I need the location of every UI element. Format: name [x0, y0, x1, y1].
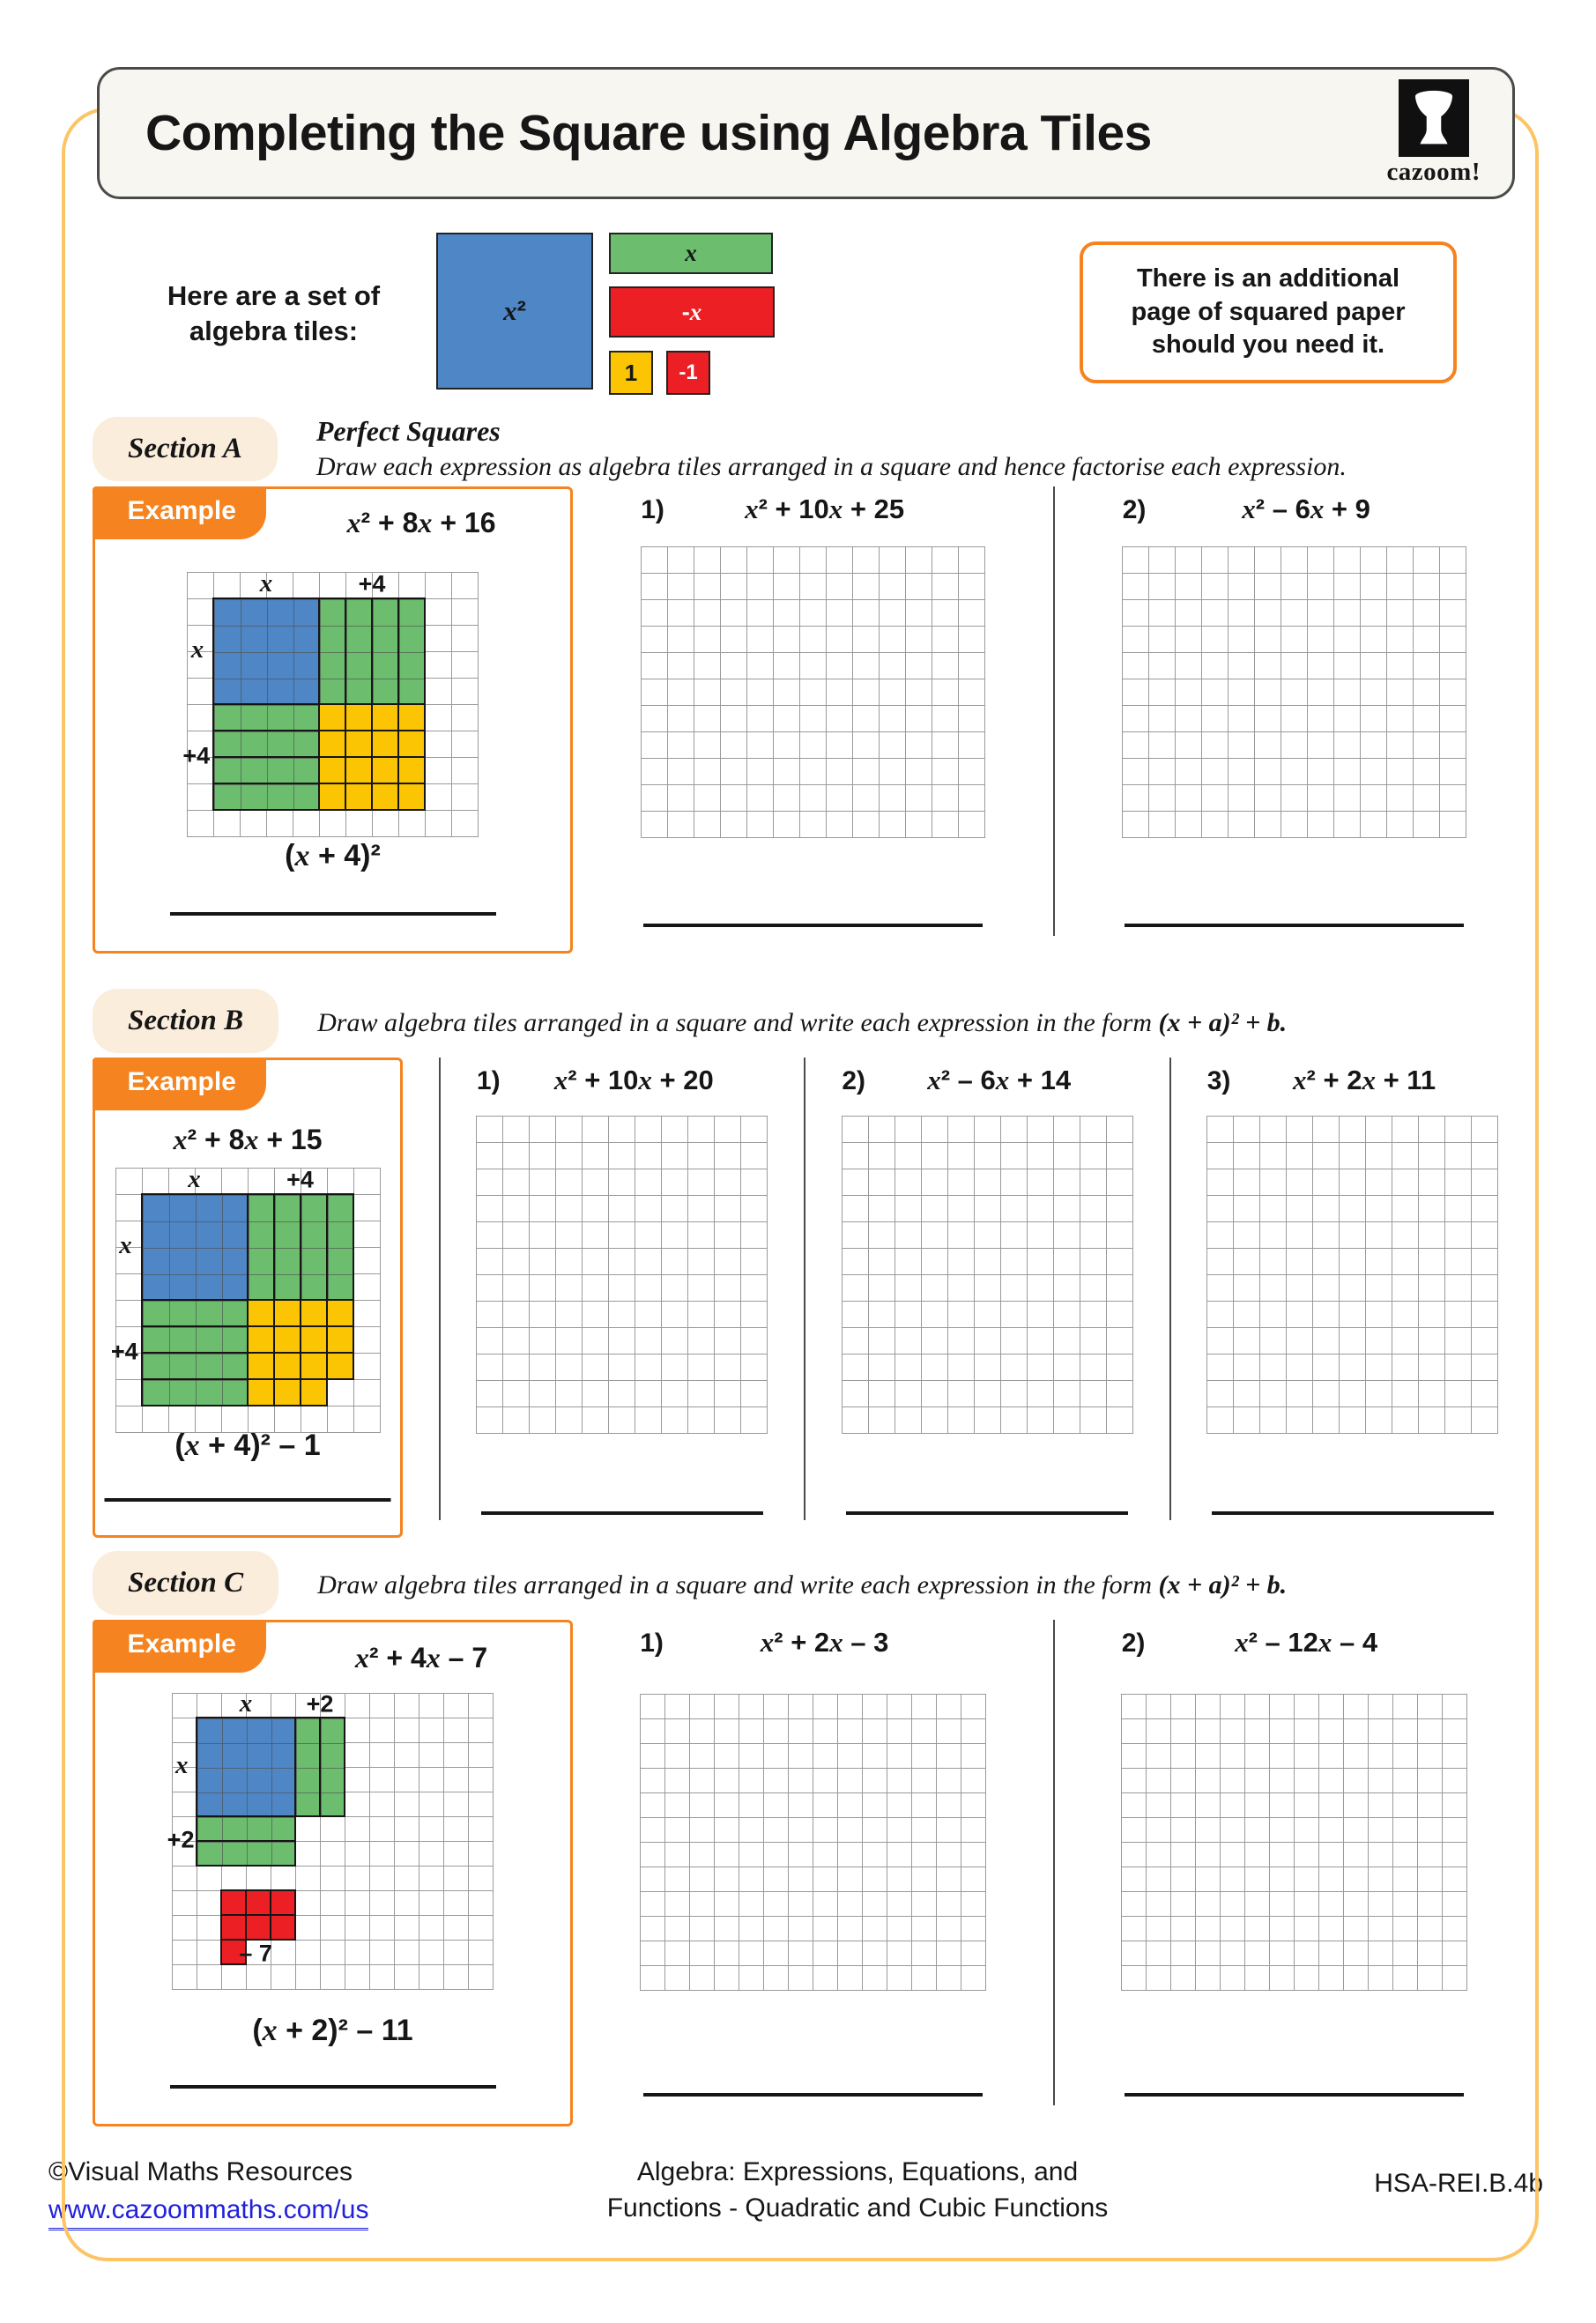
grid-dimension-label: +2 [306, 1690, 334, 1718]
problem-number: 2) [842, 1066, 865, 1095]
section-a-example-box [93, 486, 573, 954]
column-divider [439, 1058, 441, 1520]
yellow-algebra-tile [247, 1352, 275, 1380]
green-algebra-tile [212, 756, 320, 784]
yellow-algebra-tile [345, 783, 373, 811]
answer-line [846, 1511, 1128, 1516]
answer-line [643, 2093, 983, 2097]
squared-paper-note [1080, 241, 1457, 383]
section-b-example-grid-wrap [95, 1165, 400, 1433]
topic-line1: Algebra: Expressions, Equations, and [636, 2157, 1079, 2186]
yellow-algebra-tile [397, 756, 426, 784]
math-x: x [1167, 1008, 1181, 1037]
problem-number: 1) [476, 1066, 501, 1095]
math-x: x [553, 1065, 568, 1095]
section-b-problem-1-grid [476, 1116, 768, 1434]
yellow-algebra-tile [318, 703, 346, 731]
grid-dimension-label: x [239, 1689, 253, 1718]
section-b-problem-2-grid [842, 1116, 1133, 1434]
green-algebra-tile [196, 1840, 296, 1867]
yellow-algebra-tile [345, 756, 373, 784]
yellow-algebra-tile [345, 703, 373, 731]
yellow-algebra-tile [345, 730, 373, 758]
green-algebra-tile [371, 597, 399, 705]
section-c-instruction [317, 1570, 1287, 1600]
section-b-body [93, 1058, 1534, 1538]
section-c-label: Section C [93, 1551, 278, 1615]
problem-expression: x² – 12x – 4 [1235, 1627, 1378, 1658]
yellow-algebra-tile [300, 1299, 328, 1327]
grid-dimension-label: +2 [167, 1826, 195, 1853]
title-box [97, 67, 1515, 199]
yellow-algebra-tile [273, 1352, 301, 1380]
section-b-problem-1-head [477, 1065, 768, 1096]
math-x: x [995, 1065, 1010, 1095]
section-b-problem-1 [476, 1058, 768, 1538]
neg-x-bar-tile [609, 286, 775, 338]
yellow-algebra-tile [318, 783, 346, 811]
yellow-algebra-tile [371, 703, 399, 731]
math-x: x [1293, 1065, 1307, 1095]
one-unit-tile [609, 351, 653, 395]
math-x: x [173, 1124, 188, 1155]
problem-expression: x² + 2x – 3 [760, 1627, 889, 1658]
math-x: x [418, 507, 433, 538]
yellow-algebra-tile [273, 1378, 301, 1406]
yellow-algebra-tile [371, 730, 399, 758]
section-a-example-expression: x² + 8x + 16 [346, 507, 496, 538]
green-algebra-tile [300, 1193, 328, 1301]
section-c-instruction-formula: (x + a)² + b. [1158, 1570, 1288, 1599]
section-a-example-tab: Example [93, 486, 266, 539]
grid-dimension-label: x [188, 1165, 201, 1194]
red-algebra-tile [245, 1889, 271, 1916]
section-a-example-answer: (x + 4)² [285, 839, 381, 872]
green-algebra-tile [345, 597, 373, 705]
yellow-algebra-tile [273, 1325, 301, 1354]
grid-dimension-label: +4 [182, 742, 211, 769]
topic-line2: Functions - Quadratic and Cubic Functions [606, 2193, 1109, 2223]
section-a-example-grid [182, 569, 479, 837]
section-b-instruction-formula: (x + a)² + b. [1158, 1008, 1288, 1037]
problem-expression: x² + 2x + 11 [1293, 1065, 1436, 1095]
yellow-algebra-tile [397, 703, 426, 731]
blue-algebra-tile [196, 1717, 296, 1817]
green-algebra-tile [397, 597, 426, 705]
math-x: x [1318, 1627, 1332, 1658]
section-c-example-expression: x² + 4x – 7 [354, 1642, 488, 1674]
cazoom-link[interactable]: www.cazoommaths.com/us [48, 2193, 368, 2231]
x-bar-tile-label [685, 240, 697, 267]
page-title: Completing the Square using Algebra Tiles [145, 105, 1152, 161]
yellow-algebra-tile [318, 756, 346, 784]
math-x: x [638, 1065, 652, 1095]
copyright-text: ©Visual Maths Resources [48, 2157, 353, 2186]
section-a-label: Section A [93, 417, 278, 481]
math-x: x [745, 494, 759, 524]
problem-number: 3) [1206, 1066, 1231, 1095]
grid-dimension-label: +4 [110, 1338, 138, 1365]
section-c-problem-2-grid [1121, 1694, 1467, 1991]
problem-number: 2) [1121, 1629, 1146, 1658]
section-b-problem-2-head [842, 1065, 1132, 1096]
yellow-algebra-tile [300, 1378, 328, 1406]
grid-dimension-label: x [119, 1231, 132, 1260]
page-footer [48, 2155, 1543, 2230]
green-algebra-tile [247, 1193, 275, 1301]
legend-caption-line1: Here are a set of [167, 280, 381, 311]
problem-number: 1) [640, 1629, 664, 1658]
grid-dimension-label: – 7 [239, 1940, 272, 1967]
column-divider [1169, 1058, 1171, 1520]
section-b-example-grid [110, 1165, 381, 1433]
section-a-problem-2 [1122, 486, 1466, 954]
green-algebra-tile [141, 1352, 249, 1380]
section-c-problem-1-grid [640, 1694, 986, 1991]
section-a-header [93, 415, 1525, 482]
section-b-problem-2-grid-wrap [842, 1116, 1133, 1434]
footer-topic-block [436, 2155, 1279, 2226]
section-c-problem-1-grid-wrap [640, 1694, 986, 1991]
legend-caption-line2: algebra tiles: [189, 315, 359, 347]
section-a-problem-1 [641, 486, 985, 954]
section-b-problem-3 [1206, 1058, 1498, 1538]
green-algebra-tile [294, 1717, 321, 1817]
math-x: x [927, 1065, 941, 1095]
section-c-problem-1-head [640, 1627, 985, 1659]
problem-expression: x² – 6x + 9 [1242, 494, 1370, 524]
green-algebra-tile [318, 597, 346, 705]
note-line2: page of squared paper [1131, 297, 1406, 326]
section-b-problem-3-head [1207, 1065, 1498, 1096]
section-c-problem-2-grid-wrap [1121, 1694, 1467, 1991]
green-algebra-tile [326, 1193, 354, 1301]
section-c-example-grid [167, 1689, 494, 1990]
section-c-problem-2 [1121, 1620, 1467, 2126]
math-x: x [262, 2015, 278, 2047]
section-a [0, 415, 1596, 954]
math-x: x [244, 1124, 259, 1155]
section-b-problem-3-grid-wrap [1206, 1116, 1498, 1434]
section-c-body [93, 1620, 1534, 2126]
math-x: x [1310, 494, 1325, 524]
x-squared-tile [436, 233, 593, 390]
section-a-problem-1-head [641, 494, 984, 525]
neg-x-bar-tile-label: -x [681, 298, 702, 325]
section-a-instruction-text: Draw each expression as algebra tiles arranged in a square and hence factorise each expression. [315, 452, 1347, 481]
red-algebra-tile [270, 1914, 296, 1941]
section-b-problem-2 [842, 1058, 1133, 1538]
yellow-algebra-tile [397, 730, 426, 758]
math-x: x [1362, 1065, 1376, 1095]
column-divider [1053, 486, 1055, 936]
section-b-header-text [317, 1004, 1287, 1038]
section-b-problem-1-grid-wrap [476, 1116, 768, 1434]
section-a-problem-2-grid-wrap [1122, 546, 1466, 838]
blue-algebra-tile [212, 597, 320, 705]
section-c-problem-2-head [1122, 1627, 1467, 1659]
section-a-problem-1-grid-wrap [641, 546, 985, 838]
algebra-tiles-legend [122, 233, 1525, 404]
section-a-body [93, 486, 1534, 954]
section-b [0, 989, 1596, 1538]
answer-line [1125, 2093, 1464, 2097]
answer-line [481, 1511, 763, 1516]
section-c-example-box [93, 1620, 573, 2126]
math-x: x [294, 840, 310, 872]
section-b-label: Section B [93, 989, 278, 1053]
red-algebra-tile [245, 1914, 271, 1941]
math-x: x [1167, 1570, 1181, 1599]
grid-dimension-label: x [190, 635, 204, 664]
footer-copyright-block [48, 2155, 436, 2230]
blue-algebra-tile [141, 1193, 249, 1301]
section-a-instruction [316, 452, 1347, 482]
section-c-problems [573, 1620, 1534, 2126]
yellow-algebra-tile [300, 1325, 328, 1354]
math-x: x [426, 1642, 441, 1674]
green-algebra-tile [212, 730, 320, 758]
yellow-algebra-tile [371, 756, 399, 784]
section-b-instruction-text: Draw algebra tiles arranged in a square and write each expression in the form [317, 1008, 1159, 1037]
green-algebra-tile [141, 1378, 249, 1406]
section-a-problems [573, 486, 1534, 954]
green-algebra-tile [212, 703, 320, 731]
math-x: x [1242, 494, 1256, 524]
section-c-header-text [317, 1566, 1287, 1600]
section-c-example-grid-wrap [95, 1689, 570, 1990]
neg-one-unit-tile-label: -1 [679, 360, 698, 384]
logo-wordmark: cazoom! [1386, 158, 1481, 186]
section-b-instruction [317, 1008, 1287, 1038]
answer-line [1125, 924, 1464, 928]
section-a-title: Perfect Squares [315, 415, 501, 447]
section-a-example-grid-wrap [95, 569, 570, 837]
math-x: x [354, 1642, 369, 1674]
drum-icon [1399, 79, 1469, 157]
yellow-algebra-tile [247, 1325, 275, 1354]
problem-expression: x² – 6x + 14 [927, 1065, 1072, 1095]
section-c-instruction-text: Draw algebra tiles arranged in a square and write each expression in the form [317, 1570, 1159, 1599]
section-c-problem-1 [640, 1620, 986, 2126]
yellow-algebra-tile [326, 1299, 354, 1327]
section-c [0, 1551, 1596, 2126]
problem-expression: x² + 10x + 20 [553, 1065, 714, 1095]
section-a-problem-1-grid [641, 546, 985, 838]
red-algebra-tile [220, 1889, 247, 1916]
green-algebra-tile [273, 1193, 301, 1301]
yellow-algebra-tile [247, 1299, 275, 1327]
section-a-example-answer-line [170, 912, 496, 917]
math-x: x [685, 240, 697, 266]
one-unit-tile-label: 1 [624, 359, 638, 386]
section-c-example-answer-line [170, 2085, 496, 2089]
green-algebra-tile [141, 1299, 249, 1327]
section-c-example-answer: (x + 2)² – 11 [252, 2014, 413, 2047]
green-algebra-tile [141, 1325, 249, 1354]
x-bar-tile [609, 233, 773, 274]
grid-dimension-label: +4 [358, 570, 386, 597]
math-x: x [689, 298, 702, 325]
green-algebra-tile [319, 1717, 345, 1817]
yellow-algebra-tile [371, 783, 399, 811]
standard-code: HSA-REI.B.4b [1374, 2169, 1543, 2198]
math-x: x [184, 1429, 200, 1462]
yellow-algebra-tile [318, 730, 346, 758]
section-c-header [93, 1551, 1525, 1615]
yellow-algebra-tile [300, 1352, 328, 1380]
section-a-header-text [316, 415, 1347, 482]
math-x: x [760, 1627, 775, 1658]
yellow-algebra-tile [326, 1352, 354, 1380]
answer-line [643, 924, 983, 928]
section-b-problems [403, 1058, 1534, 1538]
x-squared-tile-label: x² [503, 295, 526, 326]
answer-line [1212, 1511, 1494, 1516]
bar-tiles-column [609, 233, 775, 395]
red-algebra-tile [220, 1914, 247, 1941]
green-algebra-tile [196, 1815, 296, 1842]
section-c-example-tab: Example [93, 1620, 266, 1673]
problem-expression: x² + 10x + 25 [745, 494, 905, 524]
note-line3: should you need it. [1151, 330, 1385, 360]
green-algebra-tile [212, 783, 320, 811]
legend-caption [122, 278, 426, 350]
yellow-algebra-tile [397, 783, 426, 811]
cazoom-logo [1386, 79, 1481, 187]
note-line1: There is an additional [1136, 264, 1400, 293]
section-b-problem-3-grid [1206, 1116, 1498, 1434]
column-divider [1053, 1620, 1055, 2105]
math-x: x [346, 507, 361, 538]
section-b-example-answer: (x + 4)² – 1 [174, 1429, 321, 1462]
math-x: x [503, 295, 517, 326]
column-divider [804, 1058, 805, 1520]
section-a-problem-2-grid [1122, 546, 1466, 838]
math-x: x [829, 1627, 843, 1658]
section-b-header [93, 989, 1525, 1053]
grid-dimension-label: +4 [286, 1166, 314, 1193]
yellow-algebra-tile [326, 1325, 354, 1354]
problem-number: 1) [641, 495, 664, 524]
math-x: x [828, 494, 843, 524]
problem-number: 2) [1122, 495, 1147, 524]
grid-dimension-label: x [174, 1751, 189, 1780]
section-b-example-answer-line [105, 1498, 391, 1503]
section-b-example-tab: Example [93, 1058, 266, 1110]
section-a-problem-2-head [1123, 494, 1466, 525]
grid-dimension-label: x [259, 569, 273, 598]
red-algebra-tile [270, 1889, 296, 1916]
section-b-example-box [93, 1058, 403, 1538]
yellow-algebra-tile [247, 1378, 275, 1406]
unit-tiles-row [609, 351, 775, 395]
yellow-algebra-tile [273, 1299, 301, 1327]
math-x: x [1235, 1627, 1249, 1658]
section-b-example-expression: x² + 8x + 15 [173, 1124, 323, 1155]
neg-one-unit-tile [666, 351, 710, 395]
